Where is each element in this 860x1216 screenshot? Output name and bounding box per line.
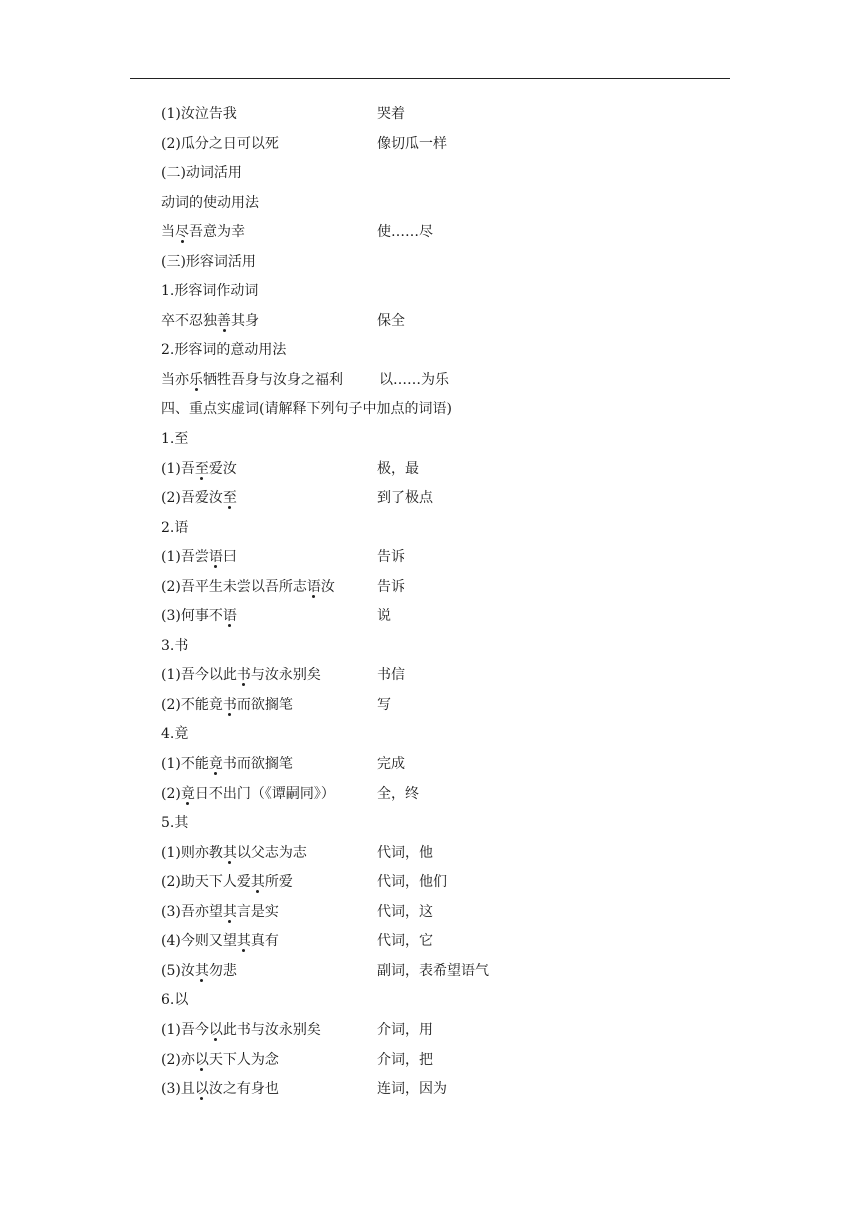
sentence-segment: 而欲搁笔	[236, 696, 293, 713]
sentence-segment: 牺牲吾身与汝身之福利	[203, 371, 343, 388]
emphasized-word: 乐	[189, 371, 203, 388]
list-item	[161, 1077, 741, 1107]
explanation-text: 保全	[377, 312, 405, 329]
sentence-text	[161, 191, 259, 216]
emphasized-word: 语	[306, 578, 321, 595]
explanation-text: 全，终	[377, 785, 419, 802]
sentence-segment: 与汝永别矣	[250, 667, 321, 684]
emphasized-word: 其	[250, 874, 265, 891]
list-item	[161, 929, 741, 959]
sentence-text	[161, 959, 237, 984]
sentence-segment: 勿悲	[208, 962, 237, 979]
list-item	[161, 397, 741, 427]
sentence-text	[161, 693, 293, 718]
list-item	[161, 722, 741, 752]
sentence-segment: (1)吾今	[161, 1021, 209, 1038]
list-item	[161, 191, 741, 221]
sentence-segment: 爱汝	[208, 460, 237, 477]
sentence-text	[161, 811, 188, 836]
sentence-text	[161, 1018, 321, 1043]
explanation-text: 告诉	[377, 549, 405, 566]
explanation-text: 说	[377, 608, 391, 625]
sentence-segment: 四、重点实虚词(请解释下列句子中加点的词语)	[161, 401, 452, 418]
sentence-segment: (5)汝	[161, 962, 195, 979]
sentence-segment: 此书与汝永别矣	[222, 1021, 321, 1038]
header-rule	[130, 78, 730, 79]
list-item	[161, 604, 741, 634]
emphasized-word: 善	[217, 312, 231, 329]
list-item	[161, 545, 741, 575]
list-item	[161, 220, 741, 250]
emphasized-word: 以	[194, 1051, 209, 1068]
sentence-segment: 卒不忍独	[161, 312, 217, 329]
sentence-text	[161, 988, 188, 1013]
list-item	[161, 1018, 741, 1048]
explanation-text: 书信	[377, 667, 405, 684]
sentence-segment: (3)何事不	[161, 608, 223, 625]
sentence-segment: (3)且	[161, 1081, 195, 1098]
sentence-segment: 2.语	[161, 519, 189, 536]
emphasized-word: 其	[194, 962, 209, 979]
sentence-text	[161, 634, 188, 659]
sentence-segment: 6.以	[161, 992, 189, 1009]
sentence-text	[161, 929, 279, 954]
sentence-segment: 汝	[320, 578, 335, 595]
vocab-list	[161, 102, 741, 1107]
list-item	[161, 663, 741, 693]
emphasized-word: 其	[236, 933, 251, 950]
sentence-segment: 4.竟	[161, 726, 189, 743]
sentence-segment: (1)吾	[161, 460, 195, 477]
emphasized-word: 以	[194, 1081, 209, 1098]
emphasized-word: 尽	[175, 224, 189, 241]
list-item	[161, 959, 741, 989]
sentence-segment: 所爱	[264, 874, 293, 891]
sentence-text	[161, 722, 188, 747]
list-item	[161, 841, 741, 871]
list-item	[161, 427, 741, 457]
emphasized-word: 书	[222, 696, 237, 713]
emphasized-word: 书	[236, 667, 251, 684]
sentence-text	[161, 870, 293, 895]
list-item	[161, 309, 741, 339]
list-item	[161, 1048, 741, 1078]
sentence-segment: 3.书	[161, 637, 189, 654]
list-item	[161, 338, 741, 368]
sentence-text	[161, 604, 237, 629]
sentence-text	[161, 427, 188, 452]
sentence-segment: (4)今则又望	[161, 933, 237, 950]
list-item	[161, 634, 741, 664]
list-item	[161, 102, 741, 132]
sentence-segment: (2)吾爱汝	[161, 490, 223, 507]
sentence-segment: 2.形容词的意动用法	[161, 342, 287, 359]
sentence-segment: (2)助天下人爱	[161, 874, 251, 891]
explanation-text: 哭着	[377, 106, 405, 122]
list-item	[161, 368, 741, 398]
explanation-text: 介词，把	[377, 1051, 433, 1068]
emphasized-word: 以	[208, 1021, 223, 1038]
sentence-text	[161, 368, 343, 393]
explanation-text: 像切瓜一样	[377, 135, 447, 152]
sentence-text	[161, 397, 452, 422]
list-item	[161, 782, 741, 812]
explanation-text: 告诉	[377, 578, 405, 595]
sentence-segment: 其身	[231, 312, 259, 329]
explanation-text: 以……为乐	[379, 371, 449, 388]
explanation-text: 使……尽	[377, 224, 433, 241]
sentence-segment: 动词的使动用法	[161, 194, 259, 211]
sentence-text	[161, 752, 293, 777]
list-item	[161, 870, 741, 900]
sentence-segment: (1)汝泣告我	[161, 106, 237, 122]
explanation-text: 代词，这	[377, 903, 433, 920]
list-item	[161, 132, 741, 162]
sentence-text	[161, 132, 279, 157]
sentence-text	[161, 663, 321, 688]
sentence-segment: 日不出门（《谭嗣同》）	[194, 785, 335, 802]
explanation-text: 连词，因为	[377, 1081, 447, 1098]
sentence-segment: 天下人为念	[208, 1051, 279, 1068]
list-item	[161, 575, 741, 605]
sentence-segment: (2)	[161, 785, 181, 802]
sentence-text	[161, 220, 245, 245]
sentence-segment: (二)动词活用	[161, 165, 242, 182]
sentence-text	[161, 900, 279, 925]
sentence-segment: (1)吾尝	[161, 549, 209, 566]
emphasized-word: 语	[222, 608, 237, 625]
sentence-segment: 1.形容词作动词	[161, 283, 259, 300]
sentence-text	[161, 250, 256, 275]
sentence-segment: (2)亦	[161, 1051, 195, 1068]
sentence-segment: 曰	[222, 549, 237, 566]
sentence-segment: (1)则亦教	[161, 844, 223, 861]
sentence-text	[161, 486, 237, 511]
sentence-segment: 真有	[250, 933, 279, 950]
emphasized-word: 语	[208, 549, 223, 566]
sentence-text	[161, 782, 335, 807]
sentence-text	[161, 841, 307, 866]
explanation-text: 到了极点	[377, 490, 433, 507]
sentence-segment: 当	[161, 224, 175, 241]
sentence-text	[161, 457, 237, 482]
sentence-text	[161, 309, 259, 334]
explanation-text: 介词，用	[377, 1021, 433, 1038]
sentence-segment: 言是实	[236, 903, 279, 920]
list-item	[161, 250, 741, 280]
sentence-segment: (1)吾今以此	[161, 667, 237, 684]
explanation-text: 代词，他们	[377, 874, 447, 891]
list-item	[161, 279, 741, 309]
emphasized-word: 其	[222, 844, 237, 861]
sentence-segment: (1)不能	[161, 756, 209, 773]
list-item	[161, 161, 741, 191]
list-item	[161, 486, 741, 516]
list-item	[161, 457, 741, 487]
list-item	[161, 988, 741, 1018]
sentence-text	[161, 1077, 279, 1102]
sentence-text	[161, 545, 237, 570]
sentence-text	[161, 338, 286, 363]
explanation-text: 极，最	[377, 460, 419, 477]
sentence-text	[161, 1048, 279, 1073]
explanation-text: 完成	[377, 756, 405, 773]
list-item	[161, 516, 741, 546]
explanation-text: 副词，表希望语气	[377, 962, 489, 979]
list-item	[161, 693, 741, 723]
sentence-segment: (2)吾平生未尝以吾所志	[161, 578, 307, 595]
emphasized-word: 竟	[208, 756, 223, 773]
emphasized-word: 至	[222, 490, 237, 507]
sentence-segment: (2)瓜分之日可以死	[161, 135, 279, 152]
sentence-segment: 以父志为志	[236, 844, 307, 861]
sentence-segment: (2)不能竟	[161, 696, 223, 713]
sentence-segment: 吾意为幸	[189, 224, 245, 241]
explanation-text: 代词，他	[377, 844, 433, 861]
sentence-text	[161, 575, 335, 600]
sentence-segment: 1.至	[161, 431, 189, 448]
list-item	[161, 900, 741, 930]
sentence-segment: 汝之有身也	[208, 1081, 279, 1098]
explanation-text: 写	[377, 696, 391, 713]
emphasized-word: 竟	[180, 785, 195, 802]
sentence-text	[161, 102, 237, 127]
list-item	[161, 811, 741, 841]
sentence-segment: 书而欲搁笔	[222, 756, 293, 773]
list-item	[161, 752, 741, 782]
sentence-text	[161, 279, 258, 304]
sentence-segment: (三)形容词活用	[161, 253, 256, 270]
sentence-segment: 当亦	[161, 371, 189, 388]
sentence-text	[161, 161, 242, 186]
emphasized-word: 其	[222, 903, 237, 920]
explanation-text: 代词，它	[377, 933, 433, 950]
sentence-segment: 5.其	[161, 815, 189, 832]
emphasized-word: 至	[194, 460, 209, 477]
sentence-segment: (3)吾亦望	[161, 903, 223, 920]
sentence-text	[161, 516, 188, 541]
